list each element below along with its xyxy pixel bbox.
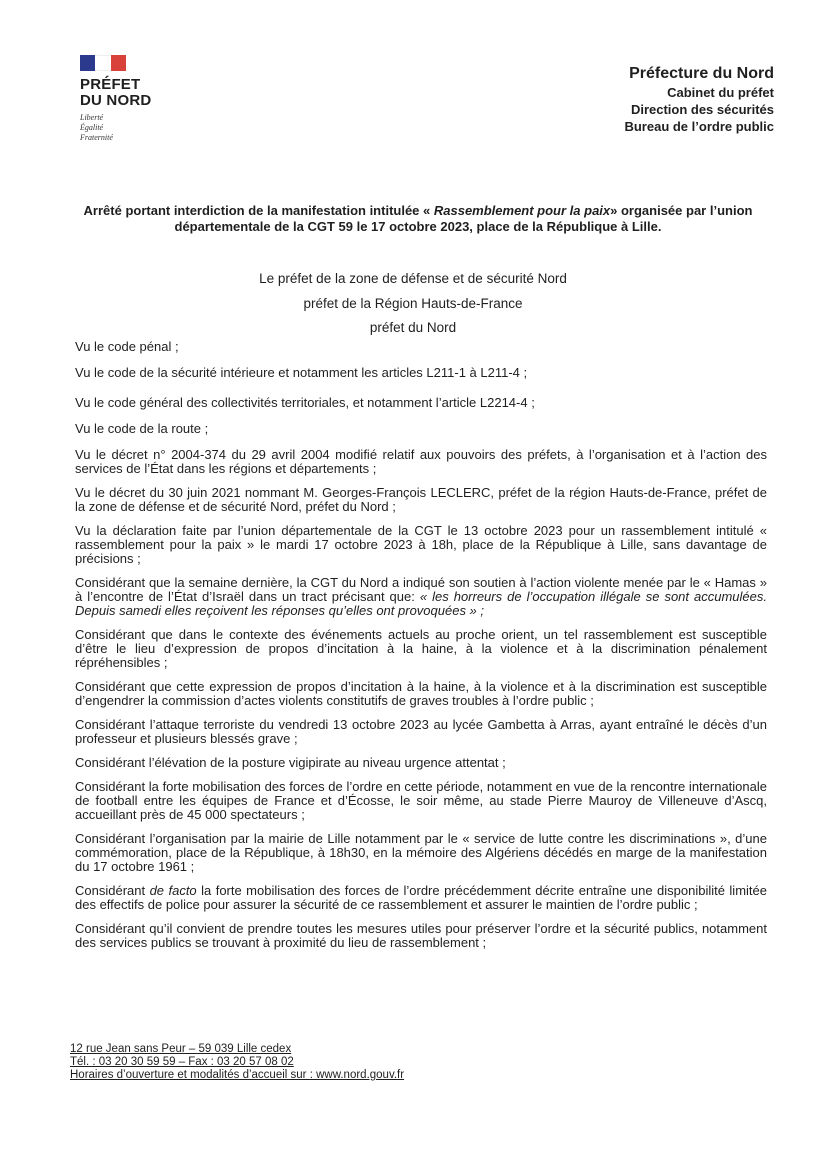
french-flag-icon (80, 55, 126, 71)
logo-motto (80, 113, 190, 143)
decree-body (75, 340, 767, 960)
logo-line-1: PRÉFET (80, 76, 141, 93)
motto-egalite: Égalité (80, 123, 104, 132)
paragraph-16: Considérant qu’il convient de prendre toutes les mesures utiles pour préserver l’ordre et la sécurité publics, notamment des services publics se trouvant à proximité du lieu de rassemblement ; (75, 921, 767, 950)
title-part-1: Arrêté portant interdiction de la manifestation intitulée « (83, 203, 434, 218)
title-part-2: » organisée par l’union départementale de la CGT 59 le 17 octobre 2023, place de la République à Lille. (174, 203, 753, 234)
paragraph-15-de-facto: de facto (149, 883, 197, 898)
authority-line-3: préfet du Nord (369, 320, 457, 335)
motto-fraternite: Fraternité (80, 133, 113, 142)
direction-name: Direction des sécurités (630, 102, 774, 117)
paragraph-6: Vu le décret du 30 juin 2021 nommant M. Georges-François LECLERC, préfet de la région Hauts-de-France, préfet de la zone de défense et de sécurité Nord, préfet du Nord ; (75, 485, 767, 514)
footer-hours-link[interactable]: Horaires d’ouverture et modalités d’accueil sur : www.nord.gouv.fr (70, 1069, 405, 1081)
motto-liberte: Liberté (80, 113, 104, 122)
paragraph-8-end: ; (476, 603, 485, 618)
paragraph-9: Considérant que dans le contexte des événements actuels au proche orient, un tel rassemblement est susceptible d’être le lieu d’expression de propos d’incitation à la haine, à la violence et à la discrimination pénalement répréhensibles ; (75, 627, 767, 670)
paragraph-10: Considérant que cette expression de propos d’incitation à la haine, à la violence et à la discrimination est susceptible d’engendrer la commission d’actes violents constitutifs de graves troubles à l’ordre public ; (75, 679, 767, 708)
paragraph-4: Vu le code de la route ; (75, 421, 209, 436)
prefecture-name: Préfecture du Nord (629, 65, 774, 82)
paragraph-7: Vu la déclaration faite par l’union départementale de la CGT le 13 octobre 2023 pour un rassemblement intitulé « rassemblement pour la paix » le mardi 17 octobre 2023 à 18h, place de la République à Lille, sans davantage de précisions ; (75, 523, 767, 566)
paragraph-2: Vu le code de la sécurité intérieure et notamment les articles L211-1 à L211-4 ; (75, 365, 528, 380)
paragraph-11: Considérant l’attaque terroriste du vendredi 13 octobre 2023 au lycée Gambetta à Arras, ayant entraîné le décès d’un professeur et plusieurs blessés grave ; (75, 717, 767, 746)
authority-line-1: Le préfet de la zone de défense et de sécurité Nord (259, 271, 567, 286)
logo-line-2: DU NORD (80, 92, 152, 109)
paragraph-8-text: Considérant que la semaine dernière, la CGT du Nord a indiqué son soutien à l’action violente menée par le « Hamas » à l’encontre de l’État d’Israël dans un tract précisant que: (75, 575, 767, 604)
paragraph-14: Considérant l’organisation par la mairie de Lille notamment par le « service de lutte contre les discriminations », d’une commémoration, place de la République, à 18h30, en la mémoire des Algériens décédés en marge de la manifestation du 17 octobre 1961 ; (75, 831, 767, 874)
paragraph-1: Vu le code pénal ; (75, 339, 179, 354)
paragraph-15 (75, 884, 767, 912)
paragraph-8-quote: « les horreurs de l’occupation illégale se sont accumulées. Depuis samedi elles reçoivent les réponses qu’elles ont provoquées » (75, 589, 767, 618)
paragraph-3: Vu le code général des collectivités territoriales, et notamment l’article L2214-4 ; (75, 395, 535, 410)
paragraph-5: Vu le décret n° 2004-374 du 29 avril 2004 modifié relatif aux pouvoirs des préfets, à l’organisation et à l’action des services de l’État dans les régions et départements ; (75, 447, 767, 476)
authority-line-2: préfet de la Région Hauts-de-France (303, 296, 523, 311)
paragraph-13: Considérant la forte mobilisation des forces de l’ordre en cette période, notamment en vue de la rencontre internationale de football entre les équipes de France et d’Écosse, le soir même, au stade Pierre Mauroy de Villeneuve d’Ascq, accueillant près de 45 000 spectateurs ; (75, 779, 767, 822)
prefet-du-nord-logo (80, 55, 190, 143)
bureau-name: Bureau de l’ordre public (624, 119, 774, 134)
page-footer (70, 1043, 404, 1082)
cabinet-name: Cabinet du préfet (667, 85, 774, 100)
paragraph-8 (75, 576, 767, 618)
issuing-office-header (624, 64, 774, 135)
paragraph-12: Considérant l’élévation de la posture vigipirate au niveau urgence attentat ; (75, 755, 506, 770)
decree-title (70, 203, 766, 235)
paragraph-15-rest: la forte mobilisation des forces de l’ordre précédemment décrite entraîne une disponibilité limitée des effectifs de police pour assurer la sécurité de ce rassemblement et assurer le maintien de l’ordre public ; (75, 883, 767, 912)
paragraph-15-start: Considérant (75, 883, 150, 898)
title-event-name: Rassemblement pour la paix (433, 203, 611, 218)
footer-phone: Tél. : 03 20 30 59 59 – Fax : 03 20 57 08 02 (70, 1056, 294, 1068)
footer-address: 12 rue Jean sans Peur – 59 039 Lille cedex (70, 1043, 292, 1055)
